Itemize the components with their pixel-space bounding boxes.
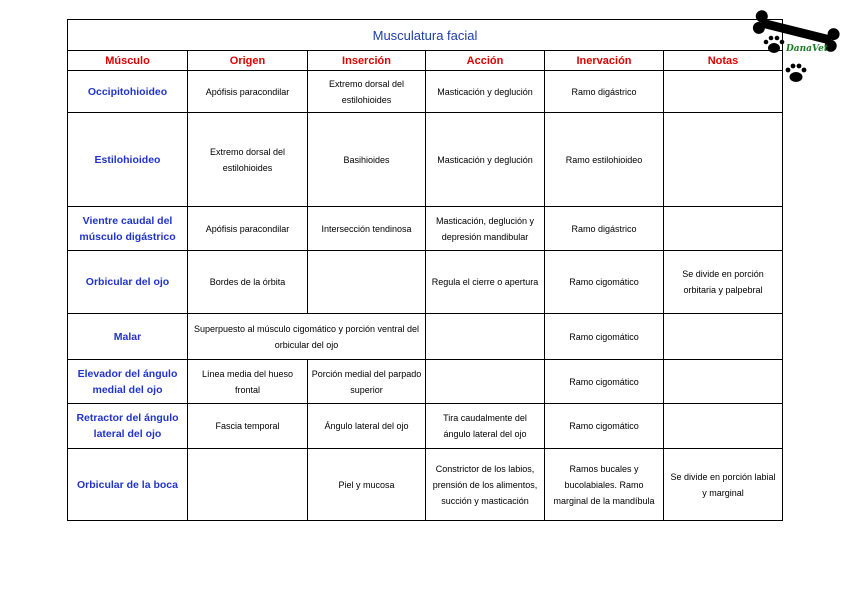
paw-icon	[764, 36, 785, 53]
cell-accion: Masticación, deglución y depresión mandibular	[426, 207, 545, 251]
cell-notas: Se divide en porción orbitaria y palpebral	[664, 251, 783, 314]
header-inervacion: Inervación	[545, 51, 664, 71]
header-notas: Notas	[664, 51, 783, 71]
table-row	[68, 71, 783, 113]
cell-accion: Masticación y deglución	[426, 71, 545, 113]
table-row	[68, 251, 783, 314]
cell-inervacion: Ramo cigomático	[545, 314, 664, 360]
cell-accion	[426, 360, 545, 404]
cell-notas	[664, 207, 783, 251]
cell-origen: Fascia temporal	[188, 404, 308, 449]
cell-origen	[188, 449, 308, 521]
cell-inervacion: Ramo estilohioideo	[545, 113, 664, 207]
cell-insercion: Basihioides	[308, 113, 426, 207]
cell-musculo: Estilohioideo	[68, 113, 188, 207]
table-row	[68, 113, 783, 207]
cell-origen: Apófisis paracondilar	[188, 71, 308, 113]
logo-text: DanaVet	[786, 44, 829, 54]
cell-notas	[664, 404, 783, 449]
cell-insercion: Ángulo lateral del ojo	[308, 404, 426, 449]
table-row	[68, 207, 783, 251]
cell-origen: Bordes de la órbita	[188, 251, 308, 314]
header-origen: Origen	[188, 51, 308, 71]
table-row	[68, 360, 783, 404]
paw-icon	[786, 64, 807, 82]
table-row	[68, 449, 783, 521]
header-accion: Acción	[426, 51, 545, 71]
header-insercion: Inserción	[308, 51, 426, 71]
cell-inervacion: Ramos bucales y bucolabiales. Ramo marginal de la mandíbula	[545, 449, 664, 521]
cell-musculo: Elevador del ángulo medial del ojo	[68, 360, 188, 404]
muscle-table	[67, 19, 783, 521]
cell-musculo: Retractor del ángulo lateral del ojo	[68, 404, 188, 449]
cell-musculo: Orbicular de la boca	[68, 449, 188, 521]
cell-insercion: Piel y mucosa	[308, 449, 426, 521]
table-row	[68, 404, 783, 449]
cell-origen: Extremo dorsal del estilohioides	[188, 113, 308, 207]
cell-inervacion: Ramo digástrico	[545, 207, 664, 251]
cell-notas: Se divide en porción labial y marginal	[664, 449, 783, 521]
cell-accion: Regula el cierre o apertura	[426, 251, 545, 314]
cell-insercion: Porción medial del parpado superior	[308, 360, 426, 404]
cell-musculo: Malar	[68, 314, 188, 360]
cell-accion	[426, 314, 545, 360]
cell-accion: Tira caudalmente del ángulo lateral del ojo	[426, 404, 545, 449]
cell-musculo: Orbicular del ojo	[68, 251, 188, 314]
cell-inervacion: Ramo cigomático	[545, 360, 664, 404]
cell-inervacion: Ramo digástrico	[545, 71, 664, 113]
cell-musculo: Occipitohioideo	[68, 71, 188, 113]
cell-notas	[664, 360, 783, 404]
cell-accion: Masticación y deglución	[426, 113, 545, 207]
cell-insercion	[308, 251, 426, 314]
cell-notas	[664, 314, 783, 360]
cell-musculo: Vientre caudal del músculo digástrico	[68, 207, 188, 251]
cell-insercion: Extremo dorsal del estilohioides	[308, 71, 426, 113]
cell-origen-insercion: Superpuesto al músculo cigomático y porción ventral del orbicular del ojo	[188, 314, 426, 360]
cell-notas	[664, 113, 783, 207]
table-title: Musculatura facial	[68, 20, 783, 51]
table-row	[68, 314, 783, 360]
cell-insercion: Intersección tendinosa	[308, 207, 426, 251]
cell-inervacion: Ramo cigomático	[545, 251, 664, 314]
header-musculo: Músculo	[68, 51, 188, 71]
cell-origen: Línea media del hueso frontal	[188, 360, 308, 404]
cell-accion: Constrictor de los labios, prensión de los alimentos, succión y masticación	[426, 449, 545, 521]
cell-origen: Apófisis paracondilar	[188, 207, 308, 251]
cell-inervacion: Ramo cigomático	[545, 404, 664, 449]
